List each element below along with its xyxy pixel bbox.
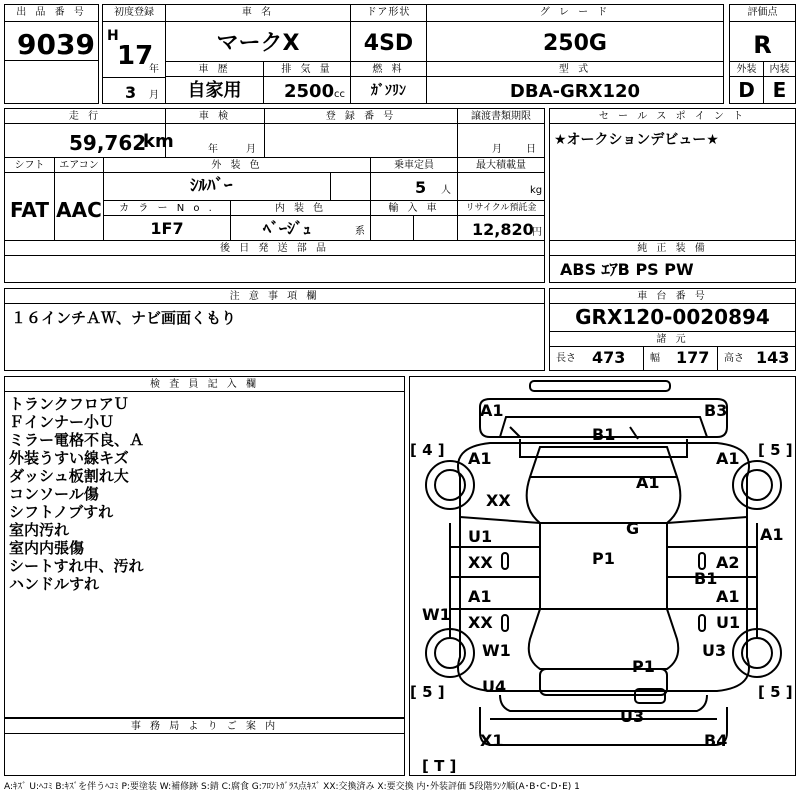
int-color-unit: 系 bbox=[355, 226, 365, 237]
damage-mark: P1 bbox=[632, 657, 655, 676]
notes-cell bbox=[4, 288, 545, 371]
sales-point-cell bbox=[549, 108, 796, 241]
tire-front-right: [ 5 ] bbox=[758, 441, 793, 459]
spec-height-label: 高さ bbox=[724, 353, 744, 364]
int-color-cell bbox=[230, 200, 371, 241]
color-no-header: カ ラ ー N o . bbox=[119, 203, 215, 214]
sales-point-header: セ ー ル ス ポ イ ン ト bbox=[598, 111, 747, 122]
inspection-year-unit: 年 bbox=[208, 144, 218, 155]
score-header: 評価点 bbox=[747, 7, 778, 18]
color-no-cell bbox=[103, 200, 231, 241]
int-color: ﾍﾞｰｼﾞｭ bbox=[263, 219, 312, 238]
damage-mark: A1 bbox=[716, 587, 740, 606]
genuine-equip: ABS ｴｱB PS PW bbox=[560, 260, 694, 279]
remark-line: ミラー電格不良、Ａ bbox=[9, 431, 145, 449]
int-grade-header: 内装 bbox=[769, 64, 790, 75]
recycle: 12,820 bbox=[472, 220, 534, 239]
lot-no-header: 出 品 番 号 bbox=[16, 7, 87, 18]
car-name-header: 車 名 bbox=[241, 7, 275, 18]
transfer-day-unit: 日 bbox=[526, 144, 536, 155]
aircon-header: エアコン bbox=[59, 160, 99, 171]
genuine-equip-cell bbox=[549, 240, 796, 283]
spec-height: 143 bbox=[756, 348, 790, 367]
remark-line: シフトノブすれ bbox=[9, 503, 114, 521]
displacement-cell bbox=[263, 61, 351, 104]
shift-cell bbox=[4, 157, 55, 241]
door-type: 4SD bbox=[363, 31, 414, 56]
ext-grade-header: 外装 bbox=[736, 64, 757, 75]
mileage: 59,762 bbox=[69, 131, 147, 155]
import-header: 輸 入 車 bbox=[388, 203, 440, 214]
transfer-month-unit: 月 bbox=[492, 144, 502, 155]
ext-color: ｼﾙﾊﾞｰ bbox=[190, 176, 233, 196]
sales-point: ★オークションデビュー★ bbox=[554, 132, 719, 148]
inspector-header: 検 査 員 記 入 欄 bbox=[150, 379, 259, 390]
displacement-unit: cc bbox=[334, 89, 345, 100]
score-cell bbox=[729, 4, 796, 62]
specs-header: 諸 元 bbox=[656, 334, 689, 345]
interior-grade: E bbox=[772, 78, 787, 102]
fuel: ｶﾞｿﾘﾝ bbox=[371, 83, 406, 99]
load-unit: kg bbox=[530, 185, 543, 196]
aircon-cell bbox=[54, 157, 104, 241]
damage-mark: W1 bbox=[422, 605, 451, 624]
fuel-header: 燃 料 bbox=[372, 64, 405, 75]
ext-color-cell bbox=[103, 157, 371, 201]
remark-line: Ｆインナー小Ｕ bbox=[9, 413, 115, 431]
spare-tire: [ T ] bbox=[422, 757, 457, 775]
car-name-cell bbox=[165, 4, 351, 62]
model-type-cell bbox=[426, 61, 724, 104]
damage-mark: A2 bbox=[716, 553, 740, 572]
door-cell bbox=[350, 4, 427, 62]
history-cell bbox=[165, 61, 264, 104]
genuine-equip-header: 純 正 装 備 bbox=[637, 243, 708, 254]
recycle-header: リサイクル預託金 bbox=[465, 203, 537, 213]
damage-mark: U1 bbox=[468, 527, 493, 546]
lot-no-cell bbox=[4, 4, 99, 61]
exterior-grade: D bbox=[738, 78, 755, 102]
later-parts-cell bbox=[4, 240, 545, 283]
damage-mark: B3 bbox=[704, 401, 728, 420]
tire-front-left: [ 4 ] bbox=[410, 441, 445, 459]
first-reg-cell bbox=[102, 4, 166, 104]
aircon: AAC bbox=[56, 198, 102, 222]
inspection-header: 車 検 bbox=[198, 111, 232, 122]
spec-width-label: 幅 bbox=[650, 353, 660, 364]
first-reg-year: 17 bbox=[117, 41, 154, 71]
lot-no-blank bbox=[4, 60, 99, 104]
int-grade-cell bbox=[763, 61, 796, 104]
remark-line: 外装うすい線キズ bbox=[9, 449, 129, 467]
damage-mark: B1 bbox=[694, 569, 718, 588]
inspection-month-unit: 月 bbox=[246, 144, 256, 155]
first-reg-month-unit: 月 bbox=[149, 90, 159, 101]
model-type: DBA-GRX120 bbox=[509, 81, 641, 102]
history: 自家用 bbox=[187, 80, 242, 101]
damage-mark: U3 bbox=[620, 707, 645, 726]
tire-rear-left: [ 5 ] bbox=[410, 683, 445, 701]
specs-cell bbox=[549, 331, 796, 371]
displacement-header: 排 気 量 bbox=[281, 64, 333, 75]
recycle-unit: 円 bbox=[532, 227, 542, 238]
max-load-header: 最大積載量 bbox=[476, 160, 526, 171]
transfer-cell bbox=[457, 108, 545, 158]
ext-color-header: 外 装 色 bbox=[211, 160, 263, 171]
damage-mark: A1 bbox=[716, 449, 740, 468]
recycle-cell bbox=[457, 200, 545, 241]
chassis-no-cell bbox=[549, 288, 796, 332]
door-header: ドア形状 bbox=[366, 7, 411, 18]
damage-mark: A1 bbox=[468, 587, 492, 606]
damage-mark: U3 bbox=[702, 641, 727, 660]
office-notice-cell bbox=[4, 718, 405, 776]
damage-mark: A1 bbox=[468, 449, 492, 468]
fuel-cell bbox=[350, 61, 427, 104]
remark-line: シートすれ中、汚れ bbox=[9, 557, 144, 575]
score: R bbox=[753, 31, 772, 59]
grade: 250G bbox=[543, 31, 607, 56]
damage-mark: A1 bbox=[760, 525, 784, 544]
mileage-cell bbox=[4, 108, 174, 158]
capacity-header: 乗車定員 bbox=[394, 160, 434, 171]
history-header: 車 歴 bbox=[198, 64, 231, 75]
shift: FAT bbox=[10, 198, 49, 222]
inspector-remarks bbox=[9, 395, 144, 593]
damage-mark: B4 bbox=[704, 731, 728, 750]
spec-length-label: 長さ bbox=[556, 353, 576, 364]
inspector-cell bbox=[4, 376, 405, 718]
damage-mark: XX bbox=[486, 491, 511, 510]
damage-mark: P1 bbox=[592, 549, 615, 568]
first-reg-era: H bbox=[107, 28, 119, 44]
notes: １６インチＡＷ、ナビ画面くもり bbox=[11, 309, 237, 327]
tire-rear-right: [ 5 ] bbox=[758, 683, 793, 701]
damage-mark: XX bbox=[468, 613, 493, 632]
max-load-cell bbox=[457, 157, 545, 201]
remark-line: ダッシュ板割れ大 bbox=[9, 467, 129, 485]
capacity-unit: 人 bbox=[441, 185, 451, 196]
chassis-no: GRX120-0020894 bbox=[575, 305, 770, 329]
import-cell bbox=[370, 200, 458, 241]
ext-grade-cell bbox=[729, 61, 764, 104]
mileage-unit: km bbox=[143, 131, 174, 152]
remark-line: 室内汚れ bbox=[9, 521, 70, 539]
reg-no-header: 登 録 番 号 bbox=[325, 111, 397, 122]
first-reg-header: 初度登録 bbox=[114, 7, 154, 18]
damage-mark: B1 bbox=[592, 425, 616, 444]
int-color-header: 内 装 色 bbox=[274, 203, 327, 214]
spec-length: 473 bbox=[592, 348, 626, 367]
grade-cell bbox=[426, 4, 724, 62]
damage-mark: G bbox=[626, 519, 640, 538]
damage-mark: W1 bbox=[482, 641, 511, 660]
spec-width: 177 bbox=[676, 348, 710, 367]
legend: A:ｷｽﾞ U:ﾍｺﾐ B:ｷｽﾞを伴うﾍｺﾐ P:要塗装 W:補修跡 S:錆 C:腐食 G:ﾌﾛﾝﾄｶﾞﾗｽ点ｷｽﾞ XX:交換済み X:要交換 内･外装評価 5段階ﾗﾝｸ順(A･B･C･D･E) 1 bbox=[4, 782, 580, 792]
office-notice-header: 事 務 局 よ り ご 案 内 bbox=[130, 721, 279, 732]
damage-mark: A1 bbox=[480, 401, 504, 420]
damage-mark: XX bbox=[468, 553, 493, 572]
damage-mark: A1 bbox=[636, 473, 660, 492]
remark-line: ハンドルすれ bbox=[9, 575, 100, 593]
reg-no-cell bbox=[264, 108, 458, 158]
remark-line: コンソール傷 bbox=[9, 485, 99, 503]
capacity-cell bbox=[370, 157, 458, 201]
damage-mark: U1 bbox=[716, 613, 741, 632]
color-no: 1F7 bbox=[150, 219, 184, 238]
first-reg-month: 3 bbox=[125, 83, 137, 102]
shift-header: シフト bbox=[14, 160, 45, 171]
later-parts-header: 後 日 発 送 部 品 bbox=[220, 243, 329, 254]
car-name: マークX bbox=[216, 31, 300, 56]
notes-header: 注 意 事 項 欄 bbox=[229, 291, 320, 302]
lot-no: 9039 bbox=[17, 28, 95, 61]
model-type-header: 型 式 bbox=[558, 64, 592, 75]
remark-line: トランクフロアＵ bbox=[9, 395, 129, 413]
damage-mark: U4 bbox=[482, 677, 507, 696]
first-reg-year-unit: 年 bbox=[149, 64, 159, 75]
car-diagram bbox=[409, 376, 796, 776]
inspection-cell bbox=[165, 108, 265, 158]
displacement: 2500 bbox=[284, 81, 335, 102]
capacity: 5 bbox=[415, 178, 427, 197]
mileage-header: 走 行 bbox=[68, 111, 102, 122]
damage-mark: X1 bbox=[480, 731, 504, 750]
transfer-header: 譲渡書類期限 bbox=[471, 111, 531, 122]
chassis-no-header: 車 台 番 号 bbox=[637, 291, 708, 302]
grade-header: グ レ ー ド bbox=[539, 7, 611, 18]
remark-line: 室内内張傷 bbox=[9, 539, 85, 557]
